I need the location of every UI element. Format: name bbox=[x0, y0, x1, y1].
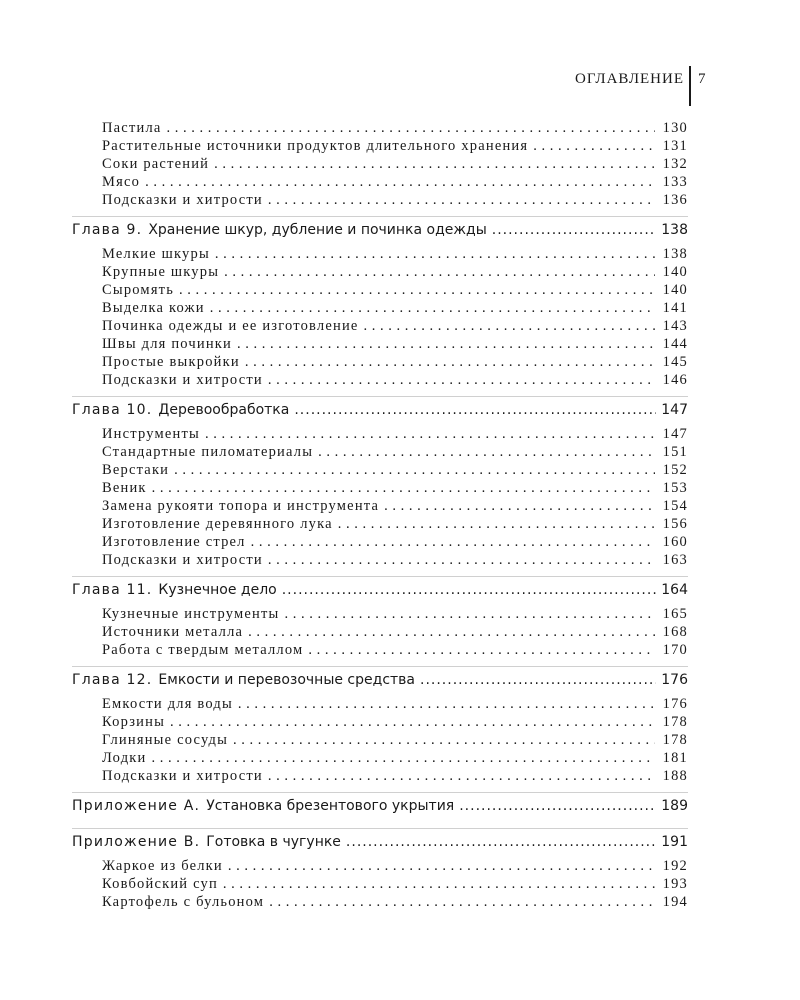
entry-page: 168 bbox=[662, 624, 688, 640]
entry-title: Мелкие шкуры bbox=[102, 246, 210, 262]
entry-title: Стандартные пиломатериалы bbox=[102, 444, 314, 460]
entry-title: Растительные источники продуктов длительного хранения bbox=[102, 138, 529, 154]
entry-page: 136 bbox=[662, 192, 688, 208]
entry-title: Верстаки bbox=[102, 462, 170, 478]
toc-entry[interactable] bbox=[102, 444, 688, 462]
toc-entry[interactable] bbox=[102, 516, 688, 534]
dot-leader bbox=[179, 282, 655, 299]
entry-title: Изготовление деревянного лука bbox=[102, 516, 333, 532]
entry-page: 160 bbox=[662, 534, 688, 550]
entry-title: Подсказки и хитрости bbox=[102, 192, 263, 208]
toc-entry[interactable] bbox=[102, 462, 688, 480]
chapter-label: Приложение В. bbox=[72, 834, 201, 850]
dot-leader bbox=[294, 402, 656, 418]
section-divider bbox=[72, 216, 688, 217]
toc-entry[interactable] bbox=[102, 156, 688, 174]
toc-entry[interactable] bbox=[102, 624, 688, 642]
entry-title: Картофель с бульоном bbox=[102, 894, 265, 910]
toc-chapter[interactable] bbox=[72, 222, 688, 244]
entry-page: 151 bbox=[662, 444, 688, 460]
entry-page: 153 bbox=[662, 480, 688, 496]
toc-entry[interactable] bbox=[102, 354, 688, 372]
entry-page: 141 bbox=[662, 300, 688, 316]
dot-leader bbox=[167, 120, 655, 137]
section-divider bbox=[72, 666, 688, 667]
entry-title: Инструменты bbox=[102, 426, 200, 442]
toc-entry[interactable] bbox=[102, 336, 688, 354]
entry-page: 143 bbox=[662, 318, 688, 334]
entry-page: 194 bbox=[662, 894, 688, 910]
dot-leader bbox=[459, 798, 656, 814]
dot-leader bbox=[233, 732, 655, 749]
toc-entry[interactable] bbox=[102, 894, 688, 912]
chapter-title: Установка брезентового укрытия bbox=[206, 798, 455, 814]
entry-title: Подсказки и хитрости bbox=[102, 372, 263, 388]
dot-leader bbox=[346, 834, 656, 850]
chapter-title: Емкости и перевозочные средства bbox=[158, 672, 415, 688]
toc-entry[interactable] bbox=[102, 426, 688, 444]
toc-chapter[interactable] bbox=[72, 582, 688, 604]
toc-entry[interactable] bbox=[102, 372, 688, 390]
entry-page: 188 bbox=[662, 768, 688, 784]
dot-leader bbox=[224, 264, 655, 281]
entry-page: 163 bbox=[662, 552, 688, 568]
toc-entry[interactable] bbox=[102, 246, 688, 264]
dot-leader bbox=[174, 462, 655, 479]
chapter-page: 189 bbox=[661, 798, 688, 814]
entry-page: 132 bbox=[662, 156, 688, 172]
toc-entry[interactable] bbox=[102, 120, 688, 138]
dot-leader bbox=[152, 480, 655, 497]
dot-leader bbox=[492, 222, 657, 238]
entry-title: Сыромять bbox=[102, 282, 175, 298]
dot-leader bbox=[268, 768, 655, 785]
toc-entry[interactable] bbox=[102, 534, 688, 552]
dot-leader bbox=[338, 516, 655, 533]
toc-entry[interactable] bbox=[102, 876, 688, 894]
dot-leader bbox=[205, 426, 655, 443]
entry-page: 133 bbox=[662, 174, 688, 190]
dot-leader bbox=[308, 642, 655, 659]
dot-leader bbox=[285, 606, 656, 623]
chapter-title: Готовка в чугунке bbox=[206, 834, 341, 850]
toc-entry[interactable] bbox=[102, 732, 688, 750]
chapter-label: Глава 10. bbox=[72, 402, 153, 418]
toc-entry[interactable] bbox=[102, 192, 688, 210]
chapter-page: 164 bbox=[661, 582, 688, 598]
dot-leader bbox=[245, 354, 655, 371]
entry-title: Выделка кожи bbox=[102, 300, 205, 316]
dot-leader bbox=[269, 894, 655, 911]
dot-leader bbox=[215, 246, 655, 263]
entry-page: 178 bbox=[662, 732, 688, 748]
entry-page: 144 bbox=[662, 336, 688, 352]
dot-leader bbox=[268, 372, 655, 389]
entry-page: 145 bbox=[662, 354, 688, 370]
toc-entry[interactable] bbox=[102, 264, 688, 282]
entry-page: 165 bbox=[662, 606, 688, 622]
dot-leader bbox=[145, 174, 655, 191]
toc-entry[interactable] bbox=[102, 750, 688, 768]
toc-entry[interactable] bbox=[102, 300, 688, 318]
entry-title: Швы для починки bbox=[102, 336, 232, 352]
entry-title: Подсказки и хитрости bbox=[102, 552, 263, 568]
chapter-page: 138 bbox=[661, 222, 688, 238]
entry-page: 152 bbox=[662, 462, 688, 478]
dot-leader bbox=[420, 672, 656, 688]
entry-title: Корзины bbox=[102, 714, 166, 730]
toc-chapter[interactable] bbox=[72, 798, 688, 820]
entry-title: Замена рукояти топора и инструмента bbox=[102, 498, 380, 514]
toc-entry[interactable] bbox=[102, 714, 688, 732]
chapter-page: 176 bbox=[661, 672, 688, 688]
entry-title: Пастила bbox=[102, 120, 162, 136]
dot-leader bbox=[318, 444, 655, 461]
toc-entry[interactable] bbox=[102, 480, 688, 498]
toc-chapter[interactable] bbox=[72, 834, 688, 856]
entry-title: Веник bbox=[102, 480, 147, 496]
entry-page: 154 bbox=[662, 498, 688, 514]
chapter-label: Глава 9. bbox=[72, 222, 143, 238]
entry-title: Простые выкройки bbox=[102, 354, 240, 370]
section-divider bbox=[72, 396, 688, 397]
toc-chapter[interactable] bbox=[72, 672, 688, 694]
chapter-label: Приложение А. bbox=[72, 798, 201, 814]
dot-leader bbox=[248, 624, 655, 641]
entry-title: Мясо bbox=[102, 174, 141, 190]
table-of-contents bbox=[72, 120, 688, 912]
dot-leader bbox=[364, 318, 655, 335]
entry-page: 146 bbox=[662, 372, 688, 388]
toc-entry[interactable] bbox=[102, 552, 688, 570]
toc-entry[interactable] bbox=[102, 606, 688, 624]
dot-leader bbox=[282, 582, 657, 598]
chapter-title: Хранение шкур, дубление и починка одежды bbox=[148, 222, 487, 238]
dot-leader bbox=[237, 336, 655, 353]
dot-leader bbox=[214, 156, 655, 173]
dot-leader bbox=[384, 498, 655, 515]
dot-leader bbox=[210, 300, 655, 317]
entry-title: Глиняные сосуды bbox=[102, 732, 229, 748]
dot-leader bbox=[228, 858, 655, 875]
section-divider bbox=[72, 576, 688, 577]
dot-leader bbox=[251, 534, 655, 551]
header-divider bbox=[689, 66, 691, 106]
toc-entry[interactable] bbox=[102, 768, 688, 786]
chapter-title: Деревообработка bbox=[158, 402, 290, 418]
entry-title: Подсказки и хитрости bbox=[102, 768, 263, 784]
entry-page: 130 bbox=[662, 120, 688, 136]
dot-leader bbox=[533, 138, 655, 155]
toc-chapter[interactable] bbox=[72, 402, 688, 424]
dot-leader bbox=[238, 696, 655, 713]
dot-leader bbox=[223, 876, 655, 893]
section-divider bbox=[72, 828, 688, 829]
entry-title: Жаркое из белки bbox=[102, 858, 223, 874]
chapter-page: 147 bbox=[661, 402, 688, 418]
entry-page: 192 bbox=[662, 858, 688, 874]
entry-title: Источники металла bbox=[102, 624, 244, 640]
entry-page: 176 bbox=[662, 696, 688, 712]
toc-entry[interactable] bbox=[102, 282, 688, 300]
toc-entry[interactable] bbox=[102, 858, 688, 876]
dot-leader bbox=[268, 192, 655, 209]
entry-page: 138 bbox=[662, 246, 688, 262]
entry-title: Соки растений bbox=[102, 156, 210, 172]
entry-page: 140 bbox=[662, 282, 688, 298]
chapter-title: Кузнечное дело bbox=[158, 582, 277, 598]
header-title: ОГЛАВЛЕНИЕ bbox=[575, 71, 684, 87]
running-header bbox=[0, 66, 800, 96]
entry-page: 140 bbox=[662, 264, 688, 280]
entry-title: Крупные шкуры bbox=[102, 264, 220, 280]
entry-title: Ковбойский суп bbox=[102, 876, 218, 892]
entry-page: 170 bbox=[662, 642, 688, 658]
dot-leader bbox=[170, 714, 655, 731]
entry-page: 181 bbox=[662, 750, 688, 766]
entry-page: 178 bbox=[662, 714, 688, 730]
entry-page: 193 bbox=[662, 876, 688, 892]
entry-title: Починка одежды и ее изготовление bbox=[102, 318, 359, 334]
entry-title: Изготовление стрел bbox=[102, 534, 246, 550]
entry-title: Емкости для воды bbox=[102, 696, 233, 712]
toc-entry[interactable] bbox=[102, 174, 688, 192]
entry-title: Лодки bbox=[102, 750, 147, 766]
section-divider bbox=[72, 792, 688, 793]
toc-entry[interactable] bbox=[102, 138, 688, 156]
entry-page: 147 bbox=[662, 426, 688, 442]
entry-page: 131 bbox=[662, 138, 688, 154]
toc-entry[interactable] bbox=[102, 642, 688, 660]
dot-leader bbox=[152, 750, 656, 767]
chapter-page: 191 bbox=[661, 834, 688, 850]
dot-leader bbox=[268, 552, 655, 569]
toc-entry[interactable] bbox=[102, 696, 688, 714]
toc-entry[interactable] bbox=[102, 318, 688, 336]
entry-title: Работа с твердым металлом bbox=[102, 642, 304, 658]
chapter-label: Глава 12. bbox=[72, 672, 153, 688]
entry-page: 156 bbox=[662, 516, 688, 532]
toc-entry[interactable] bbox=[102, 498, 688, 516]
entry-title: Кузнечные инструменты bbox=[102, 606, 280, 622]
chapter-label: Глава 11. bbox=[72, 582, 153, 598]
page-number: 7 bbox=[698, 71, 706, 87]
